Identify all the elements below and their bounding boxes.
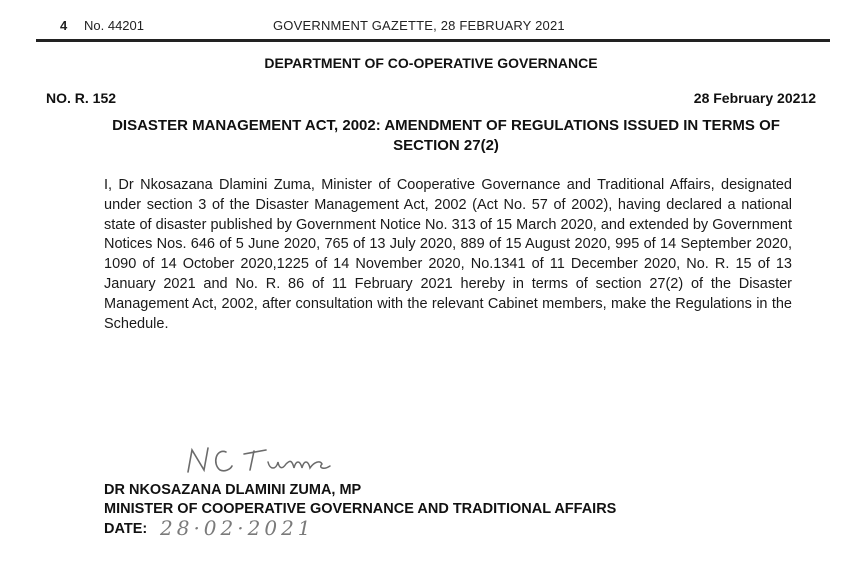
date-label: DATE: (104, 521, 148, 537)
gazette-title: GOVERNMENT GAZETTE, 28 FEBRUARY 2021 (273, 18, 565, 33)
handwritten-date: 28·02·2021 (160, 516, 315, 540)
signatory-title: MINISTER OF COOPERATIVE GOVERNANCE AND TRADITIONAL AFFAIRS (104, 501, 617, 517)
issue-number: No. 44201 (84, 18, 144, 33)
page-number: 4 (60, 18, 68, 33)
gazette-header (36, 14, 830, 36)
body-paragraph: I, Dr Nkosazana Dlamini Zuma, Minister of Cooperative Governance and Traditional Affairs, designated under section 3 of the Disaster Management Act, 2002 (Act No. 57 of 2002), having declared a national state of disaster published by Government Notice No. 313 of 15 March 2020, and extended by Government Notices Nos. 646 of 5 June 2020, 765 of 13 July 2020, 889 of 15 August 2020, 995 of 14 September 2020, 1090 of 14 October 2020,1225 of 14 November 2020, No.1341 of 11 December 2020, No. R. 15 of 13 January 2021 and No. R. 86 of 11 February 2021 hereby in terms of section 27(2) of the Disaster Management Act, 2002, after consultation with the relevant Cabinet members, make the Regulations in the Schedule. (104, 177, 792, 332)
header-rule (36, 39, 830, 42)
notice-number: NO. R. 152 (46, 90, 117, 106)
notice-date: 28 February 20212 (693, 90, 816, 106)
department-heading: DEPARTMENT OF CO-OPERATIVE GOVERNANCE (264, 55, 598, 71)
signatory-name: DR NKOSAZANA DLAMINI ZUMA, MP (104, 482, 362, 498)
handwritten-signature (182, 438, 382, 480)
notice-title: DISASTER MANAGEMENT ACT, 2002: AMENDMENT OF REGULATIONS ISSUED IN TERMS OF SECTION 27(2) (112, 117, 780, 154)
